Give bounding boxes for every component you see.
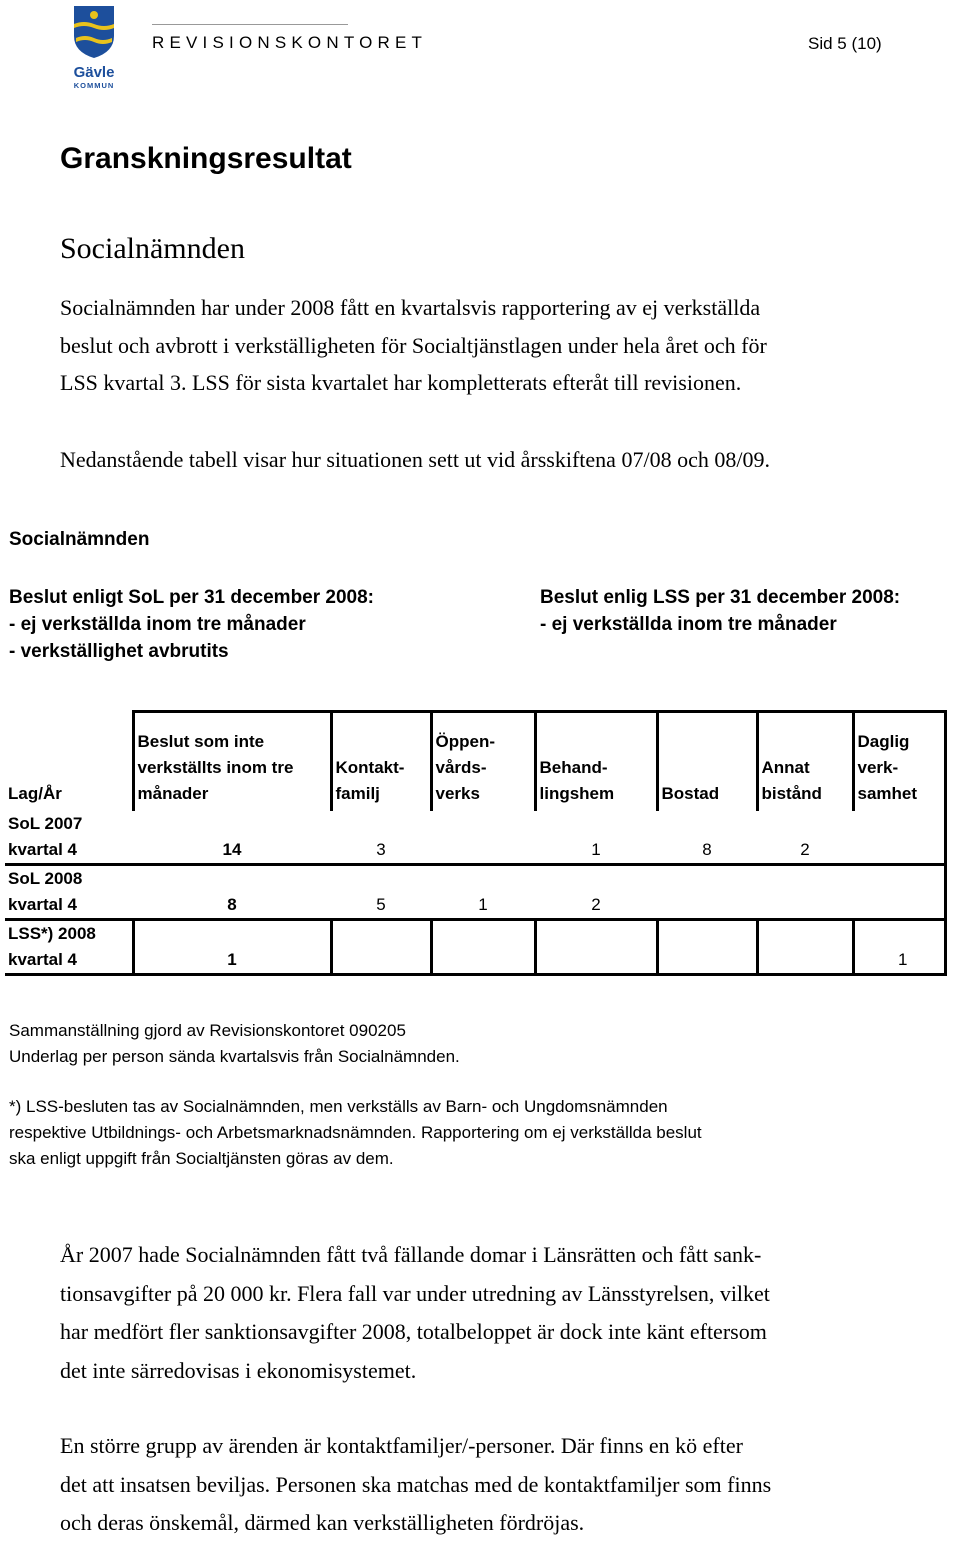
text-line: och deras önskemål, därmed kan verkställigheten fördröjas. — [60, 1510, 585, 1535]
summary-heading: Socialnämnden — [9, 529, 150, 550]
note-line: ska enligt uppgift från Socialtjänsten göras av dem. — [9, 1149, 394, 1168]
cell-behandlingshem: 2 — [535, 892, 657, 920]
table-intro-paragraph: Nedanstående tabell visar hur situationen sett ut vid årsskiftena 07/08 och 08/09. — [60, 447, 770, 472]
page-number: Sid 5 (10) — [808, 34, 882, 53]
summary-line: - ej verkställda inom tre månader — [540, 614, 837, 635]
cell-annat-bistand — [757, 892, 853, 920]
summary-line: Beslut enligt SoL per 31 december 2008: — [9, 587, 375, 608]
contact-families-paragraph — [60, 1427, 771, 1543]
cell-daglig-verksamhet — [853, 892, 945, 920]
page-title: Granskningsresultat — [60, 142, 352, 175]
section-heading: Socialnämnden — [60, 232, 245, 265]
cell-oppenvard — [431, 947, 535, 975]
row-label: kvartal 4 — [5, 837, 133, 865]
row-label: kvartal 4 — [5, 892, 133, 920]
cell-beslut: 8 — [133, 892, 331, 920]
summary-line: - verkställighet avbrutits — [9, 641, 229, 662]
cell-bostad — [657, 892, 757, 920]
header-annat-bistand: Annat bistånd — [757, 712, 853, 812]
row-label: kvartal 4 — [5, 947, 133, 975]
table-row — [5, 920, 945, 948]
text-line: beslut och avbrott i verkställigheten för Socialtjänstlagen under hela året och för — [60, 332, 767, 358]
cell-kontaktfamilj: 3 — [331, 837, 431, 865]
header-bostad: Bostad — [657, 712, 757, 812]
intro-paragraph — [60, 289, 767, 402]
table-header-row — [5, 712, 945, 812]
text-line: En större grupp av ärenden är kontaktfamiljer/-personer. Där finns en kö efter — [60, 1433, 743, 1458]
cell-kontaktfamilj — [331, 947, 431, 975]
text-line: Socialnämnden har under 2008 fått en kvartalsvis rapportering av ej verkställda — [60, 295, 761, 320]
text-line: det inte särredovisas i ekonomisystemet. — [60, 1357, 417, 1383]
header-oppenvard: Öppen- vårds- verks — [431, 712, 535, 812]
source-note — [9, 1018, 460, 1070]
sanctions-paragraph — [60, 1236, 770, 1390]
note-line: Underlag per person sända kvartalsvis från Socialnämnden. — [9, 1047, 460, 1066]
cell-annat-bistand — [757, 947, 853, 975]
text-line: År 2007 hade Socialnämnden fått två fällande domar i Länsrätten och fått sank- — [60, 1242, 762, 1267]
header-kontaktfamilj: Kontakt- familj — [331, 712, 431, 812]
summary-line: - ej verkställda inom tre månader — [9, 614, 306, 635]
cell-annat-bistand: 2 — [757, 837, 853, 865]
table-row — [5, 811, 945, 837]
municipality-logo — [62, 2, 126, 92]
cell-oppenvard — [431, 837, 535, 865]
svg-text:Gävle: Gävle — [73, 64, 115, 81]
cell-daglig-verksamhet — [853, 837, 945, 865]
cell-behandlingshem — [535, 947, 657, 975]
org-name: REVISIONSKONTORET — [152, 33, 428, 52]
summary-right — [540, 584, 900, 638]
svg-text:KOMMUN: KOMMUN — [73, 81, 115, 90]
header-beslut: Beslut som inte verkställts inom tre månader — [133, 712, 331, 812]
text-line: har medfört fler sanktionsavgifter 2008, totalbeloppet är dock inte känt eftersom — [60, 1319, 767, 1344]
header-behandlingshem: Behand- lingshem — [535, 712, 657, 812]
row-label: SoL 2008 — [8, 869, 83, 888]
coat-of-arms-icon — [62, 2, 126, 92]
table-row — [5, 892, 945, 920]
text-line: LSS kvartal 3. LSS för sista kvartalet har kompletterats efteråt till revisionen. — [60, 370, 742, 395]
table-row — [5, 837, 945, 865]
cell-kontaktfamilj: 5 — [331, 892, 431, 920]
header-rule — [152, 24, 348, 25]
note-line: Sammanställning gjord av Revisionskontoret 090205 — [9, 1021, 406, 1040]
table-row — [5, 865, 945, 893]
note-line: *) LSS-besluten tas av Socialnämnden, men verkställs av Barn- och Ungdomsnämnden — [9, 1097, 668, 1116]
text-line: tionsavgifter på 20 000 kr. Flera fall var under utredning av Länsstyrelsen, vilket — [60, 1280, 770, 1306]
summary-left — [9, 584, 374, 665]
text-line: det att insatsen beviljas. Personen ska matchas med de kontaktfamiljer som finns — [60, 1471, 772, 1497]
row-label: SoL 2007 — [8, 814, 83, 833]
cell-bostad — [657, 947, 757, 975]
cell-beslut: 1 — [133, 947, 331, 975]
cell-bostad: 8 — [657, 837, 757, 865]
table-row — [5, 947, 945, 975]
cell-beslut: 14 — [133, 837, 331, 865]
cell-daglig-verksamhet: 1 — [853, 947, 945, 975]
cell-oppenvard: 1 — [431, 892, 535, 920]
header-lag-ar: Lag/År — [8, 784, 62, 803]
decisions-table — [5, 710, 947, 976]
note-line: respektive Utbildnings- och Arbetsmarknadsnämnden. Rapportering om ej verkställda beslut — [9, 1123, 702, 1142]
summary-line: Beslut enlig LSS per 31 december 2008: — [540, 587, 901, 608]
header-daglig-verksamhet: Daglig verk- samhet — [853, 712, 945, 812]
row-label: LSS*) 2008 — [8, 924, 96, 943]
footnote — [9, 1094, 702, 1172]
cell-behandlingshem: 1 — [535, 837, 657, 865]
